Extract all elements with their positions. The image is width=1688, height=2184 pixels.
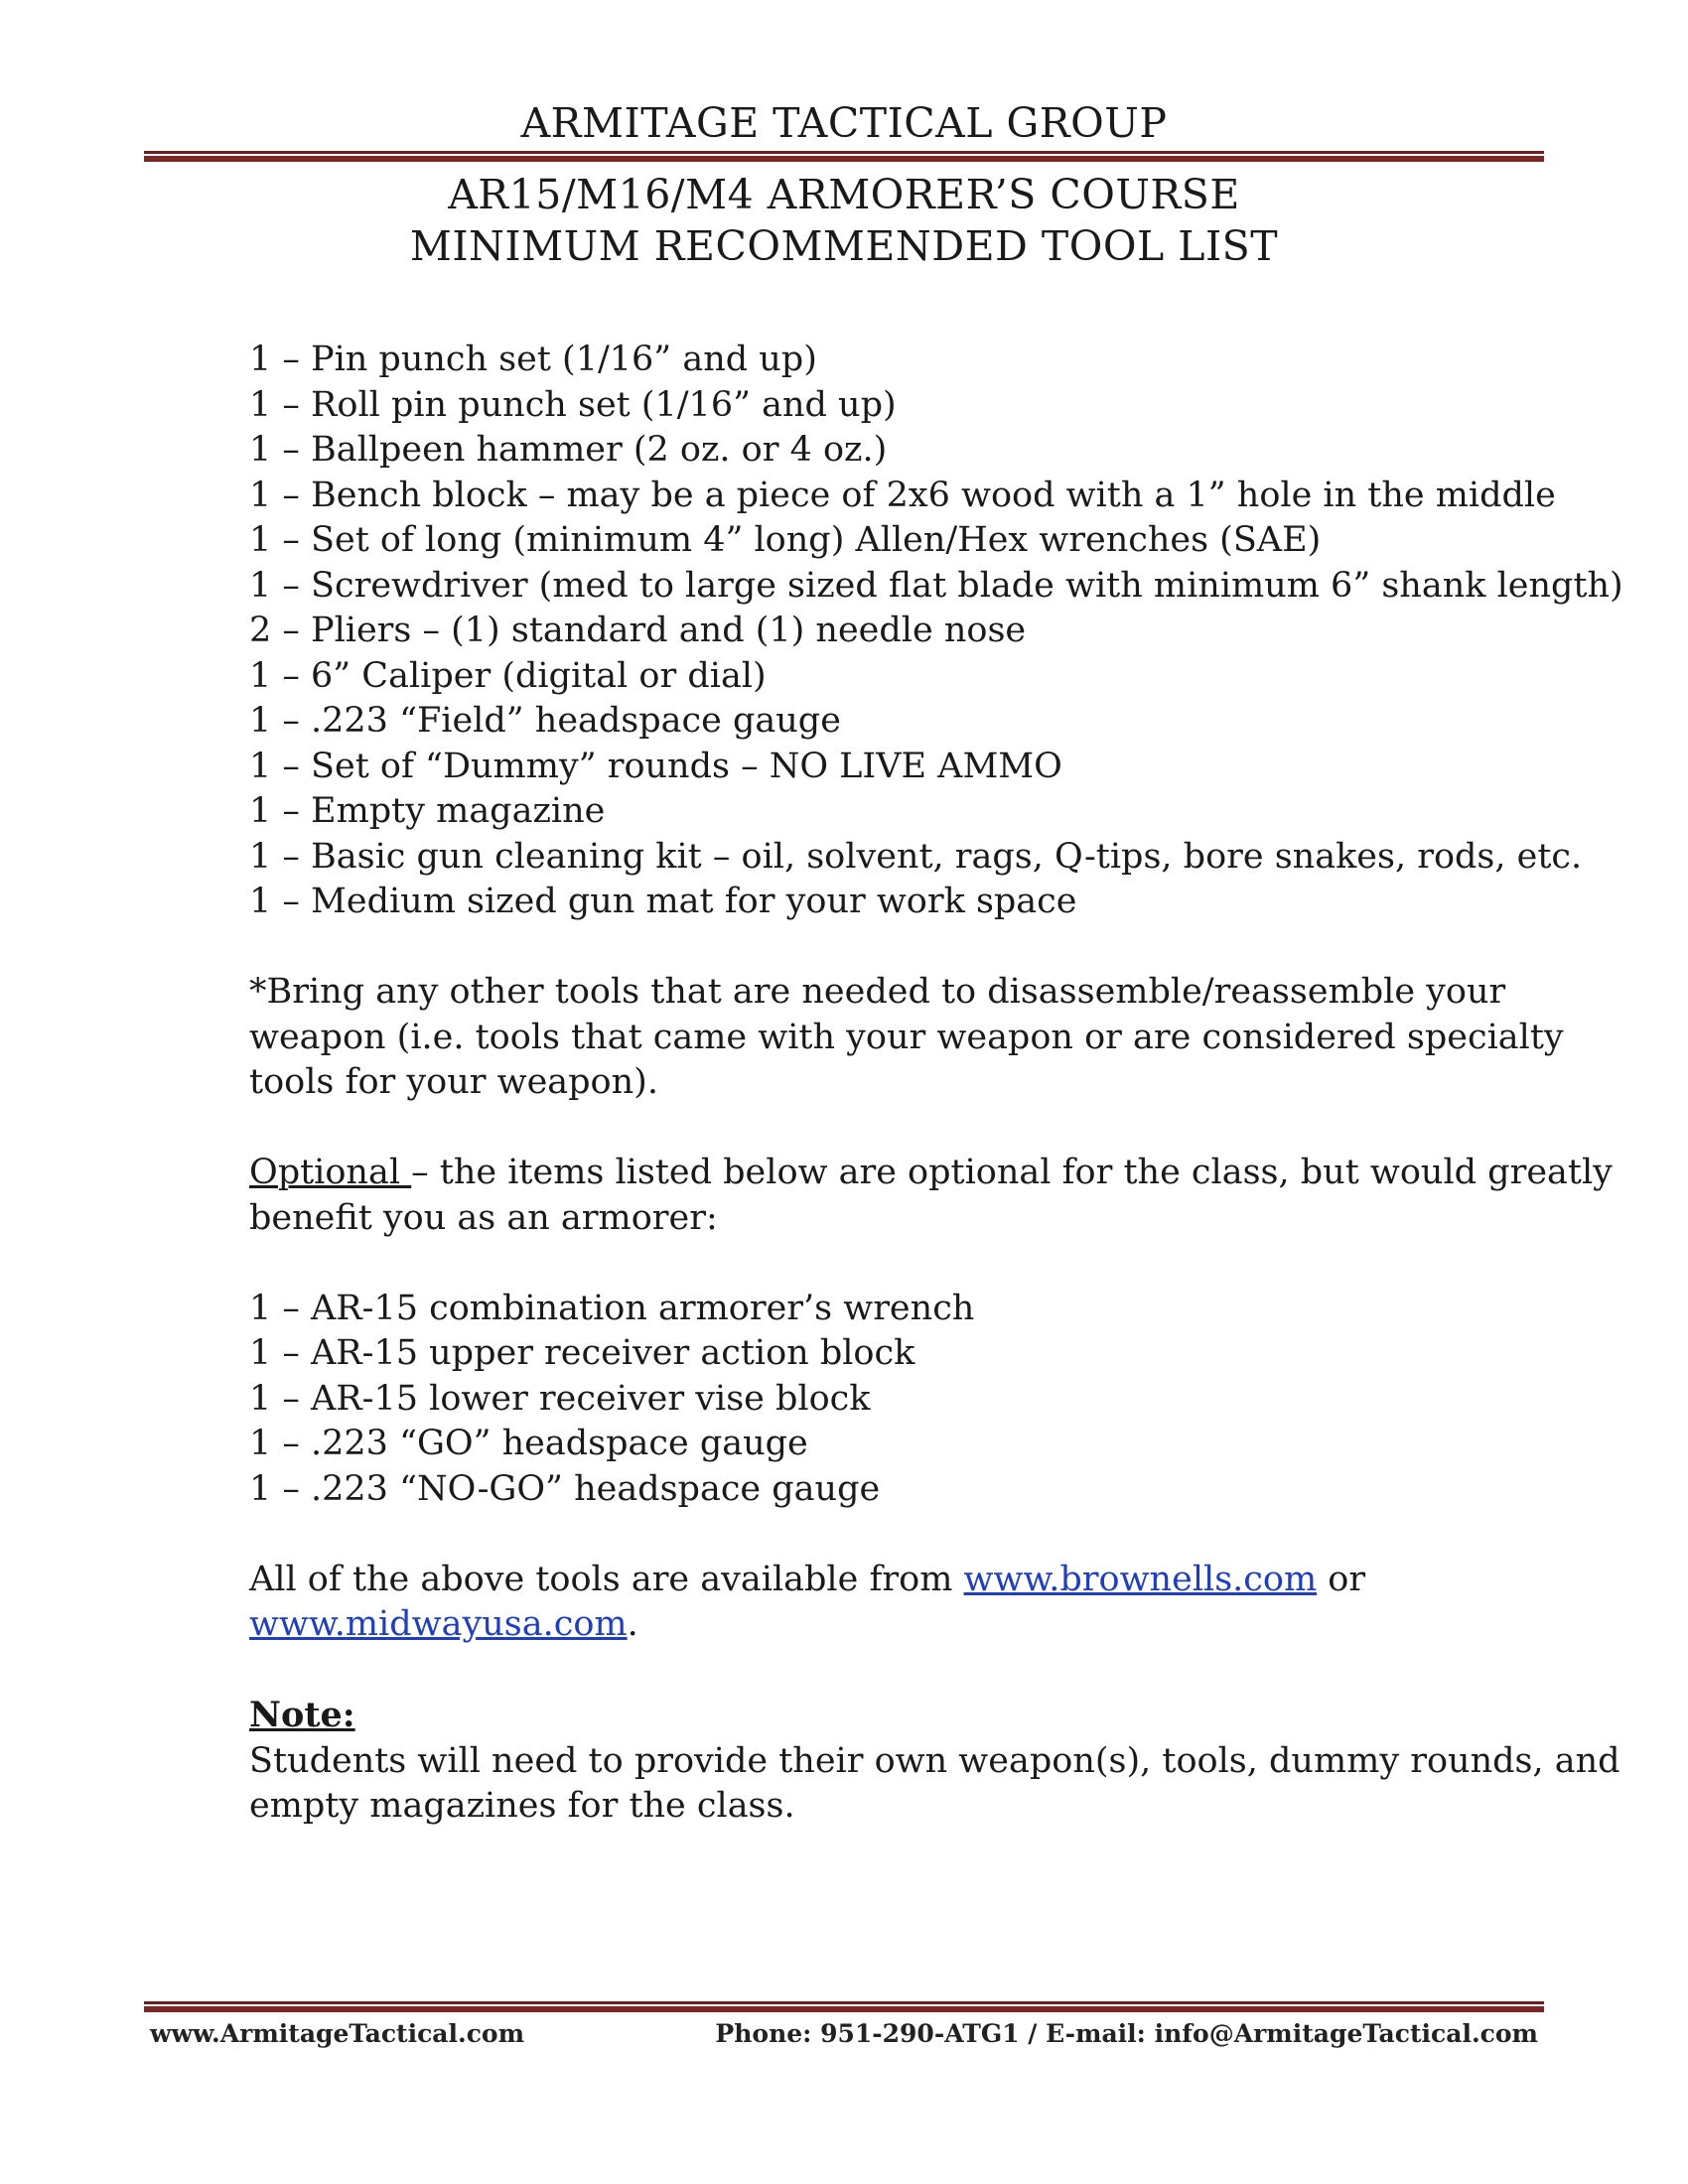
availability: [249, 1558, 1550, 1648]
brownells-link[interactable]: www.brownells.com: [963, 1559, 1318, 1599]
list-item: 1 – Bench block – may be a piece of 2x6 wood with a 1” hole in the middle: [249, 475, 1556, 515]
list-item: 1 – Empty magazine: [249, 791, 606, 831]
list-item: 1 – .223 “NO-GO” headspace gauge: [249, 1468, 881, 1509]
footer-website: www.ArmitageTactical.com: [150, 2019, 525, 2048]
note-line: empty magazines for the class.: [249, 1786, 795, 1826]
list-item: 1 – .223 “GO” headspace gauge: [249, 1424, 808, 1463]
availability-period: .: [627, 1604, 638, 1644]
note-line: Students will need to provide their own weapon(s), tools, dummy rounds, and: [249, 1740, 1620, 1781]
bring-note-line: *Bring any other tools that are needed to disassemble/reassemble your: [249, 972, 1506, 1012]
bring-note: [249, 970, 1564, 1106]
list-item: 1 – Set of long (minimum 4” long) Allen/Hex wrenches (SAE): [249, 520, 1322, 560]
list-title: MINIMUM RECOMMENDED TOOL LIST: [409, 222, 1279, 270]
bring-note-line: weapon (i.e. tools that came with your weapon or are considered specialty: [249, 1017, 1564, 1057]
footer-divider: [144, 2001, 1544, 2012]
list-item: 2 – Pliers – (1) standard and (1) needle nose: [249, 611, 1027, 650]
list-item: 1 – Pin punch set (1/16” and up): [249, 340, 817, 379]
list-item: 1 – Basic gun cleaning kit – oil, solvent, rags, Q-tips, bore snakes, rods, etc.: [249, 836, 1583, 877]
organization-name: ARMITAGE TACTICAL GROUP: [520, 99, 1168, 147]
course-title: AR15/M16/M4 ARMORER’S COURSE: [448, 171, 1240, 218]
list-item: 1 – Roll pin punch set (1/16” and up): [249, 384, 897, 425]
note-heading: Note:: [249, 1695, 355, 1735]
footer-contact: Phone: 951-290-ATG1 / E-mail: info@ArmitageTactical.com: [715, 2019, 1538, 2048]
list-item: 1 – Medium sized gun mat for your work space: [249, 882, 1077, 921]
optional-intro: [249, 1151, 1613, 1241]
list-item: 1 – AR-15 lower receiver vise block: [249, 1378, 871, 1419]
optional-tools-list: [249, 1287, 1550, 1513]
list-item: 1 – Set of “Dummy” rounds – NO LIVE AMMO: [249, 746, 1062, 786]
list-item: 1 – 6” Caliper (digital or dial): [249, 655, 767, 696]
note-section: [249, 1693, 1620, 1830]
optional-label: Optional: [249, 1153, 412, 1192]
bring-note-line: tools for your weapon).: [249, 1062, 658, 1102]
document-title: [0, 169, 1688, 272]
document-body: [249, 338, 1623, 1830]
midwayusa-link[interactable]: www.midwayusa.com: [249, 1604, 628, 1644]
list-item: 1 – .223 “Field” headspace gauge: [249, 701, 841, 741]
list-item: 1 – AR-15 combination armorer’s wrench: [249, 1288, 975, 1328]
required-tools-list: [249, 338, 1623, 925]
availability-text: All of the above tools are available from: [249, 1559, 964, 1599]
optional-intro-text: – the items listed below are optional for the class, but would greatly: [411, 1153, 1613, 1192]
list-item: 1 – Screwdriver (med to large sized flat blade with minimum 6” shank length): [249, 565, 1623, 606]
list-item: 1 – AR-15 upper receiver action block: [249, 1333, 915, 1373]
list-item: 1 – Ballpeen hammer (2 oz. or 4 oz.): [249, 430, 888, 470]
optional-intro-line2: benefit you as an armorer:: [249, 1197, 718, 1238]
header-divider: [144, 151, 1544, 162]
availability-or: or: [1317, 1559, 1366, 1599]
